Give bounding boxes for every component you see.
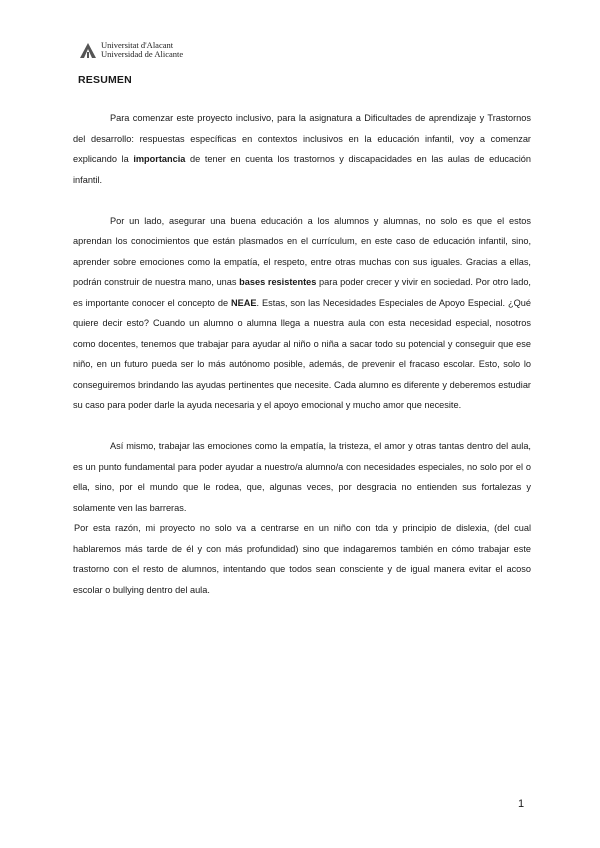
paragraph-2-bold-neae: NEAE <box>230 297 257 308</box>
paragraph-1 <box>73 108 531 190</box>
paragraph-1-text-c: de tener en cuenta los trastornos y discapacidades en las aulas de educación infantil. <box>73 154 531 185</box>
paragraph-2-text-c: para poder crecer y vivir en sociedad. Por otro lado, es importante conocer el concepto de <box>73 277 531 308</box>
page-title: RESUMEN <box>78 74 132 86</box>
university-name <box>101 41 183 60</box>
paragraph-3: Así mismo, trabajar las emociones como la empatía, la tristeza, el amor y otras tantas dentro del aula, es un punto fundamental para poder ayudar a nuestro/a alumno/a con necesidades especiales, no solo por el o ella, sino, por el mundo que le rodea, que, algunas veces, por desgracia no entienden sus fortalezas y solamente ven las barreras. <box>73 441 531 513</box>
paragraph-4: Por esta razón, mi proyecto no solo va a centrarse en un niño con tda y principio de dislexia, (del cual hablaremos más tarde de él y con más profundidad) sino que indagaremos también en cómo trabajar este trastorno con el resto de alumnos, intentando que todos sean consciente y de igual manera evitar el acoso escolar o bullying dentro del aula. <box>73 523 531 595</box>
paragraph-2-bold-bases: bases resistentes <box>239 277 317 287</box>
paragraph-1-text-a: Para comenzar este proyecto inclusivo, para la asignatura a Dificultades de aprendizaje y Trastornos del desarrollo: respuestas específicas en contextos inclusivos en la educación infantil, voy a comenzar explicando la <box>73 113 531 164</box>
university-name-line2: Universidad de Alicante <box>101 49 184 59</box>
university-name-line1: Universitat d'Alacant <box>101 39 174 50</box>
paragraph-1-bold-importancia: importancia <box>133 154 186 164</box>
university-logo-icon <box>79 41 97 59</box>
page-number: 1 <box>518 798 525 810</box>
paragraph-2-text-e: . Estas, son las Necesidades Especiales de Apoyo Especial. ¿Qué quiere decir esto? Cuando un alumno o alumna llega a nuestra aula con esta necesidad especial, nosotros como docentes, tenemos que trabajar para ayudar al niño o niña a sacar todo su potencial y conseguir que ese niño, en un futuro pueda ser lo más autónomo posible, además, de prevenir el fracaso escolar. Esto, solo lo conseguiremos brindando las ayudas pertinentes que necesite. Cada alumno es diferente y deberemos estudiar su caso para poder darle la ayuda necesaria y el apoyo emocional y mucho amor que necesite. <box>73 297 531 410</box>
paragraph-2 <box>73 211 531 416</box>
paragraph-2-text-a: Por un lado, asegurar una buena educación a los alumnos y alumnas, no solo es que el estos aprendan los conocimientos que están plasmados en el currículum, en este caso de educación infantil, sino, aprender sobre emociones como la empatía, el respeto, entre otras muchas con sus iguales. Gracias a ellas, podrán construir de nuestra mano, unas <box>73 215 531 287</box>
university-header <box>79 38 183 62</box>
document-body <box>73 108 531 600</box>
